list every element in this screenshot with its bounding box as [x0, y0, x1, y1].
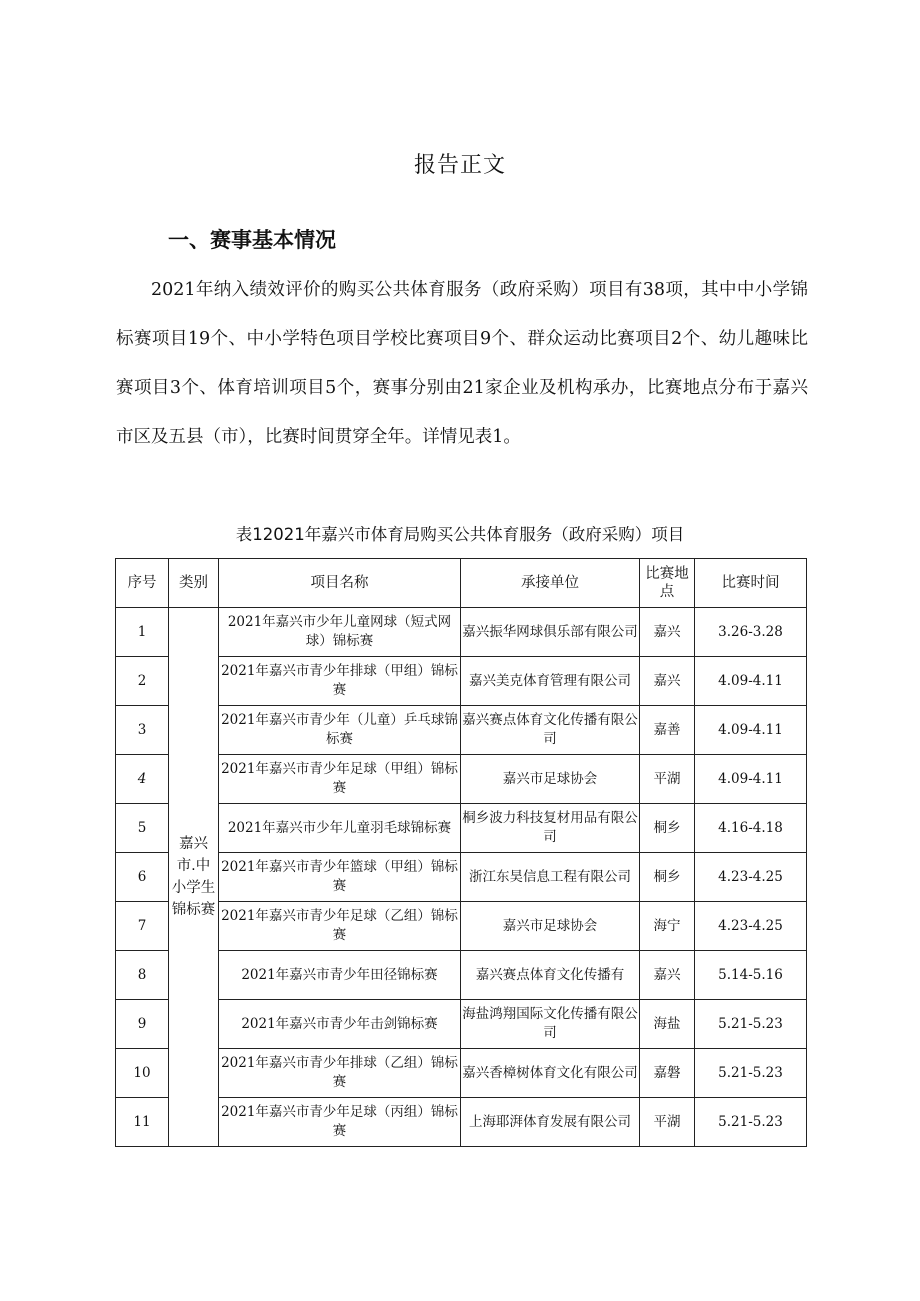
cell-no: 2 — [116, 657, 169, 706]
table-row — [116, 1049, 807, 1098]
header-category: 类别 — [169, 559, 219, 608]
table-row — [116, 1098, 807, 1147]
cell-venue: 嘉兴 — [640, 608, 695, 657]
cell-project-name: 2021年嘉兴市青少年足球（丙组）锦标赛 — [219, 1098, 461, 1147]
cell-no: 11 — [116, 1098, 169, 1147]
body-paragraph: 2021年纳入绩效评价的购买公共体育服务（政府采购）项目有38项，其中中小学锦标赛项目19个、中小学特色项目学校比赛项目9个、群众运动比赛项目2个、幼儿趣味比赛项目3个、体育培训项目5个，赛事分别由21家企业及机构承办，比赛地点分布于嘉兴市区及五县（市），比赛时间贯穿全年。详情见表1。 — [116, 280, 808, 447]
header-no: 序号 — [116, 559, 169, 608]
report-title: 报告正文 — [413, 153, 506, 178]
cell-date: 4.23-4.25 — [695, 853, 807, 902]
cell-project-name: 2021年嘉兴市少年儿童羽毛球锦标赛 — [219, 804, 461, 853]
cell-project-name: 2021年嘉兴市青少年足球（甲组）锦标赛 — [219, 755, 461, 804]
cell-undertaker: 上海耶湃体育发展有限公司 — [461, 1098, 640, 1147]
cell-venue: 海盐 — [640, 1000, 695, 1049]
cell-date: 4.23-4.25 — [695, 902, 807, 951]
cell-date: 3.26-3.28 — [695, 608, 807, 657]
table-row — [116, 951, 807, 1000]
cell-no: 10 — [116, 1049, 169, 1098]
cell-date: 4.09-4.11 — [695, 657, 807, 706]
cell-date: 5.21-5.23 — [695, 1049, 807, 1098]
cell-undertaker: 嘉兴赛点体育文化传播有限公司 — [461, 706, 640, 755]
table-caption: 表12021年嘉兴市体育局购买公共体育服务（政府采购）项目 — [235, 525, 685, 544]
cell-date: 4.09-4.11 — [695, 706, 807, 755]
projects-table — [115, 558, 807, 1147]
header-undertaker: 承接单位 — [461, 559, 640, 608]
cell-undertaker: 浙江东昊信息工程有限公司 — [461, 853, 640, 902]
cell-no: 5 — [116, 804, 169, 853]
cell-undertaker: 嘉兴市足球协会 — [461, 902, 640, 951]
cell-venue: 桐乡 — [640, 804, 695, 853]
table-row — [116, 804, 807, 853]
header-venue: 比赛地点 — [640, 559, 695, 608]
table-row — [116, 657, 807, 706]
cell-project-name: 2021年嘉兴市少年儿童网球（短式网球）锦标赛 — [219, 608, 461, 657]
cell-undertaker: 嘉兴香樟树体育文化有限公司 — [461, 1049, 640, 1098]
cell-date: 5.14-5.16 — [695, 951, 807, 1000]
cell-project-name: 2021年嘉兴市青少年田径锦标赛 — [219, 951, 461, 1000]
cell-date: 5.21-5.23 — [695, 1098, 807, 1147]
cell-venue: 海宁 — [640, 902, 695, 951]
table-row — [116, 1000, 807, 1049]
cell-no: 6 — [116, 853, 169, 902]
cell-project-name: 2021年嘉兴市青少年足球（乙组）锦标赛 — [219, 902, 461, 951]
cell-venue: 桐乡 — [640, 853, 695, 902]
cell-project-name: 2021年嘉兴市青少年（儿童）乒乓球锦标赛 — [219, 706, 461, 755]
cell-venue: 嘉兴 — [640, 951, 695, 1000]
cell-undertaker: 嘉兴市足球协会 — [461, 755, 640, 804]
header-date: 比赛时间 — [695, 559, 807, 608]
section-heading: 一、赛事基本情况 — [168, 228, 336, 252]
cell-no: 4 — [116, 755, 169, 804]
cell-venue: 嘉善 — [640, 706, 695, 755]
table-row — [116, 755, 807, 804]
cell-venue: 嘉磐 — [640, 1049, 695, 1098]
cell-project-name: 2021年嘉兴市青少年排球（乙组）锦标赛 — [219, 1049, 461, 1098]
cell-no: 9 — [116, 1000, 169, 1049]
table-header-row — [116, 559, 807, 608]
cell-undertaker: 桐乡波力科技复材用品有限公司 — [461, 804, 640, 853]
table-row — [116, 608, 807, 657]
cell-venue: 平湖 — [640, 1098, 695, 1147]
cell-project-name: 2021年嘉兴市青少年篮球（甲组）锦标赛 — [219, 853, 461, 902]
cell-date: 4.09-4.11 — [695, 755, 807, 804]
cell-date: 5.21-5.23 — [695, 1000, 807, 1049]
cell-no: 8 — [116, 951, 169, 1000]
cell-undertaker: 海盐鸿翔国际文化传播有限公司 — [461, 1000, 640, 1049]
cell-category: 嘉兴市.中小学生锦标赛 — [169, 608, 219, 1147]
header-project-name: 项目名称 — [219, 559, 461, 608]
table-row — [116, 853, 807, 902]
cell-undertaker: 嘉兴赛点体育文化传播有 — [461, 951, 640, 1000]
cell-undertaker: 嘉兴振华网球俱乐部有限公司 — [461, 608, 640, 657]
cell-undertaker: 嘉兴美克体育管理有限公司 — [461, 657, 640, 706]
cell-no: 1 — [116, 608, 169, 657]
cell-project-name: 2021年嘉兴市青少年排球（甲组）锦标赛 — [219, 657, 461, 706]
cell-venue: 平湖 — [640, 755, 695, 804]
cell-no: 3 — [116, 706, 169, 755]
cell-project-name: 2021年嘉兴市青少年击剑锦标赛 — [219, 1000, 461, 1049]
cell-no: 7 — [116, 902, 169, 951]
table-row — [116, 706, 807, 755]
cell-date: 4.16-4.18 — [695, 804, 807, 853]
cell-venue: 嘉兴 — [640, 657, 695, 706]
table-row — [116, 902, 807, 951]
